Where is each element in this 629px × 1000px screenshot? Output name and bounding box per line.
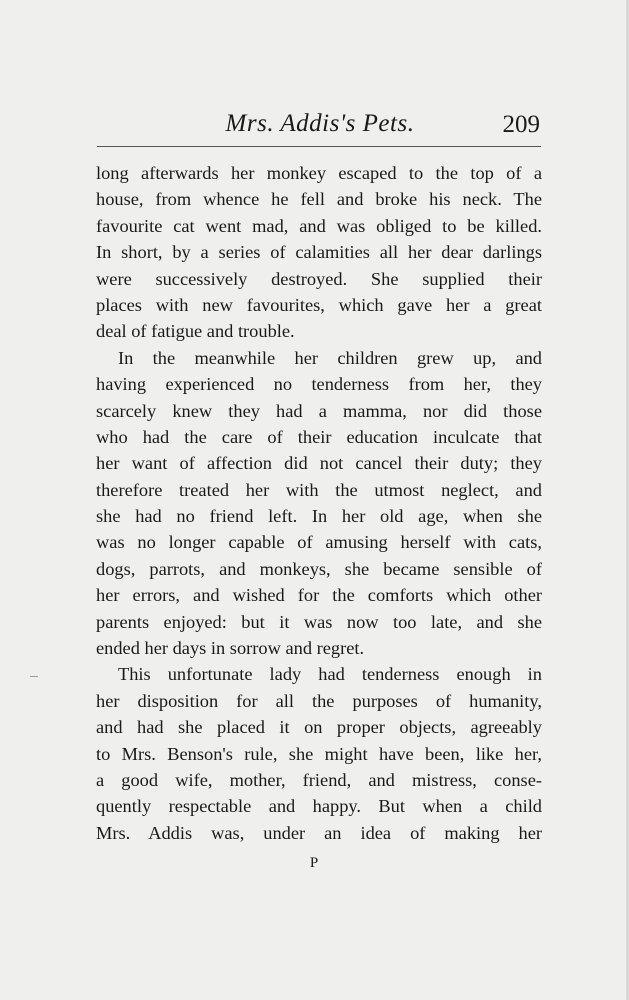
- text-line: places with new favourites, which gave her a great: [96, 294, 542, 315]
- body-text: [96, 160, 542, 846]
- text-line: quently respectable and happy. But when a child: [96, 796, 542, 817]
- text-line: therefore treated her with the utmost neglect, and: [96, 479, 542, 500]
- running-header: [92, 110, 542, 144]
- text-line: deal of fatigue and trouble.: [96, 321, 295, 342]
- text-line: house, from whence he fell and broke his neck. The: [96, 189, 542, 210]
- text-line: her errors, and wished for the comforts which other: [96, 585, 542, 606]
- text-line: were successively destroyed. She supplied their: [96, 268, 542, 289]
- text-line: ended her days in sorrow and regret.: [96, 638, 365, 659]
- page-number: 209: [502, 111, 540, 138]
- text-line: a good wife, mother, friend, and mistress, conse-: [96, 769, 542, 790]
- text-line: her disposition for all the purposes of humanity,: [96, 690, 542, 711]
- text-line: long afterwards her monkey escaped to the top of a: [96, 163, 542, 183]
- margin-mark: [30, 676, 38, 677]
- text-line: In the meanwhile her children grew up, and: [118, 347, 542, 368]
- header-rule: [97, 146, 541, 147]
- running-title: Mrs. Addis's Pets.: [225, 110, 415, 137]
- text-line: having experienced no tenderness from her, they: [96, 374, 542, 395]
- text-line: her want of affection did not cancel their duty; they: [96, 453, 542, 474]
- text-line: This unfortunate lady had tenderness enough in: [118, 664, 542, 685]
- text-line: favourite cat went mad, and was obliged to be killed.: [96, 215, 542, 236]
- text-line: who had the care of their education inculcate that: [96, 426, 542, 447]
- text-line: she had no friend left. In her old age, when she: [96, 506, 542, 527]
- text-line: dogs, parrots, and monkeys, she became sensible of: [96, 558, 542, 579]
- text-line: was no longer capable of amusing herself with cats,: [96, 532, 542, 553]
- text-line: In short, by a series of calamities all her dear darlings: [96, 242, 542, 263]
- text-line: Mrs. Addis was, under an idea of making her: [96, 822, 542, 843]
- signature-mark: P: [309, 855, 320, 871]
- text-line: scarcely knew they had a mamma, nor did those: [96, 400, 542, 421]
- text-line: parents enjoyed: but it was now too late, and she: [96, 611, 542, 632]
- text-line: to Mrs. Benson's rule, she might have been, like her,: [96, 743, 542, 764]
- text-line: and had she placed it on proper objects, agreeably: [96, 717, 542, 738]
